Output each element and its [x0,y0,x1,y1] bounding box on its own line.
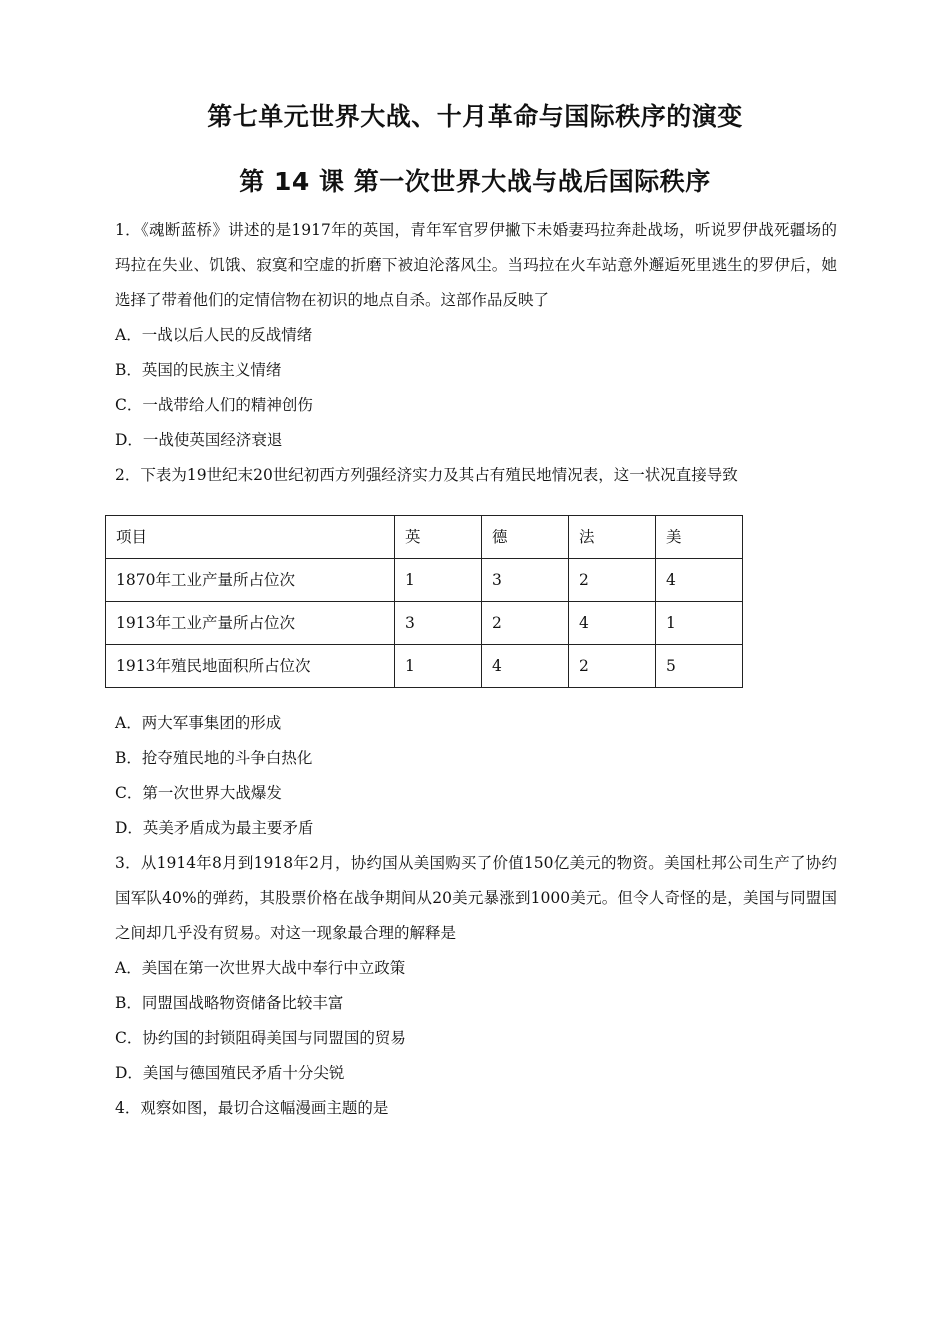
table-cell: 5 [656,645,743,688]
option-d: D．英美矛盾成为最主要矛盾 [115,819,314,837]
lesson-title: 第 14 课 第一次世界大战与战后国际秩序 [239,167,711,196]
table-cell: 1913年工业产量所占位次 [106,602,395,645]
question-stem: 1．《魂断蓝桥》讲述的是1917年的英国，青年军官罗伊撇下未婚妻玛拉奔赴战场，听说罗伊战死疆场的玛拉在失业、饥饿、寂寞和空虚的折磨下被迫沦落风尘。当玛拉在火车站意外邂逅死里逃生的罗伊后，她选择了带着他们的定情信物在初识的地点自杀。这部作品反映了 [115,221,837,309]
table-header-cell: 美 [656,516,743,559]
question-3 [115,846,837,1091]
option-b: B．同盟国战略物资储备比较丰富 [115,994,344,1012]
table-cell: 1870年工业产量所占位次 [106,559,395,602]
table-header-cell: 法 [569,516,656,559]
table-header-row [106,516,743,559]
table-cell: 1 [395,559,482,602]
question-4 [115,1091,837,1126]
option-b: B．英国的民族主义情绪 [115,361,282,379]
option-c: C．一战带给人们的精神创伤 [115,396,313,414]
question-2 [115,458,837,846]
option-b: B．抢夺殖民地的斗争白热化 [115,749,313,767]
table-cell: 3 [395,602,482,645]
option-c: C．协约国的封锁阻碍美国与同盟国的贸易 [115,1029,406,1047]
question-stem: 4．观察如图，最切合这幅漫画主题的是 [115,1099,389,1117]
table-cell: 4 [482,645,569,688]
option-d: D．一战使英国经济衰退 [115,431,283,449]
table-row [106,559,743,602]
table-cell: 4 [656,559,743,602]
option-a: A．美国在第一次世界大战中奉行中立政策 [115,959,406,977]
table-cell: 1 [656,602,743,645]
question-1 [115,213,837,458]
table-cell: 2 [569,559,656,602]
option-a: A．两大军事集团的形成 [115,714,282,732]
table-cell: 4 [569,602,656,645]
table-header-cell: 项目 [106,516,395,559]
table-row [106,602,743,645]
table-cell: 3 [482,559,569,602]
table-header-cell: 英 [395,516,482,559]
option-a: A．一战以后人民的反战情绪 [115,326,313,344]
question-stem: 2．下表为19世纪末20世纪初西方列强经济实力及其占有殖民地情况表，这一状况直接导致 [115,466,738,484]
table-cell: 1913年殖民地面积所占位次 [106,645,395,688]
question-stem: 3．从1914年8月到1918年2月，协约国从美国购买了价值150亿美元的物资。美国杜邦公司生产了协约国军队40%的弹药，其股票价格在战争期间从20美元暴涨到1000美元。但令人奇怪的是，美国与同盟国之间却几乎没有贸易。对这一现象最合理的解释是 [115,854,837,942]
table-cell: 1 [395,645,482,688]
unit-title: 第七单元世界大战、十月革命与国际秩序的演变 [207,102,743,131]
table-header-cell: 德 [482,516,569,559]
option-d: D．美国与德国殖民矛盾十分尖锐 [115,1064,345,1082]
table-cell: 2 [569,645,656,688]
option-c: C．第一次世界大战爆发 [115,784,282,802]
table-cell: 2 [482,602,569,645]
question-list [115,213,837,1126]
table-row [106,645,743,688]
data-table [105,515,743,688]
